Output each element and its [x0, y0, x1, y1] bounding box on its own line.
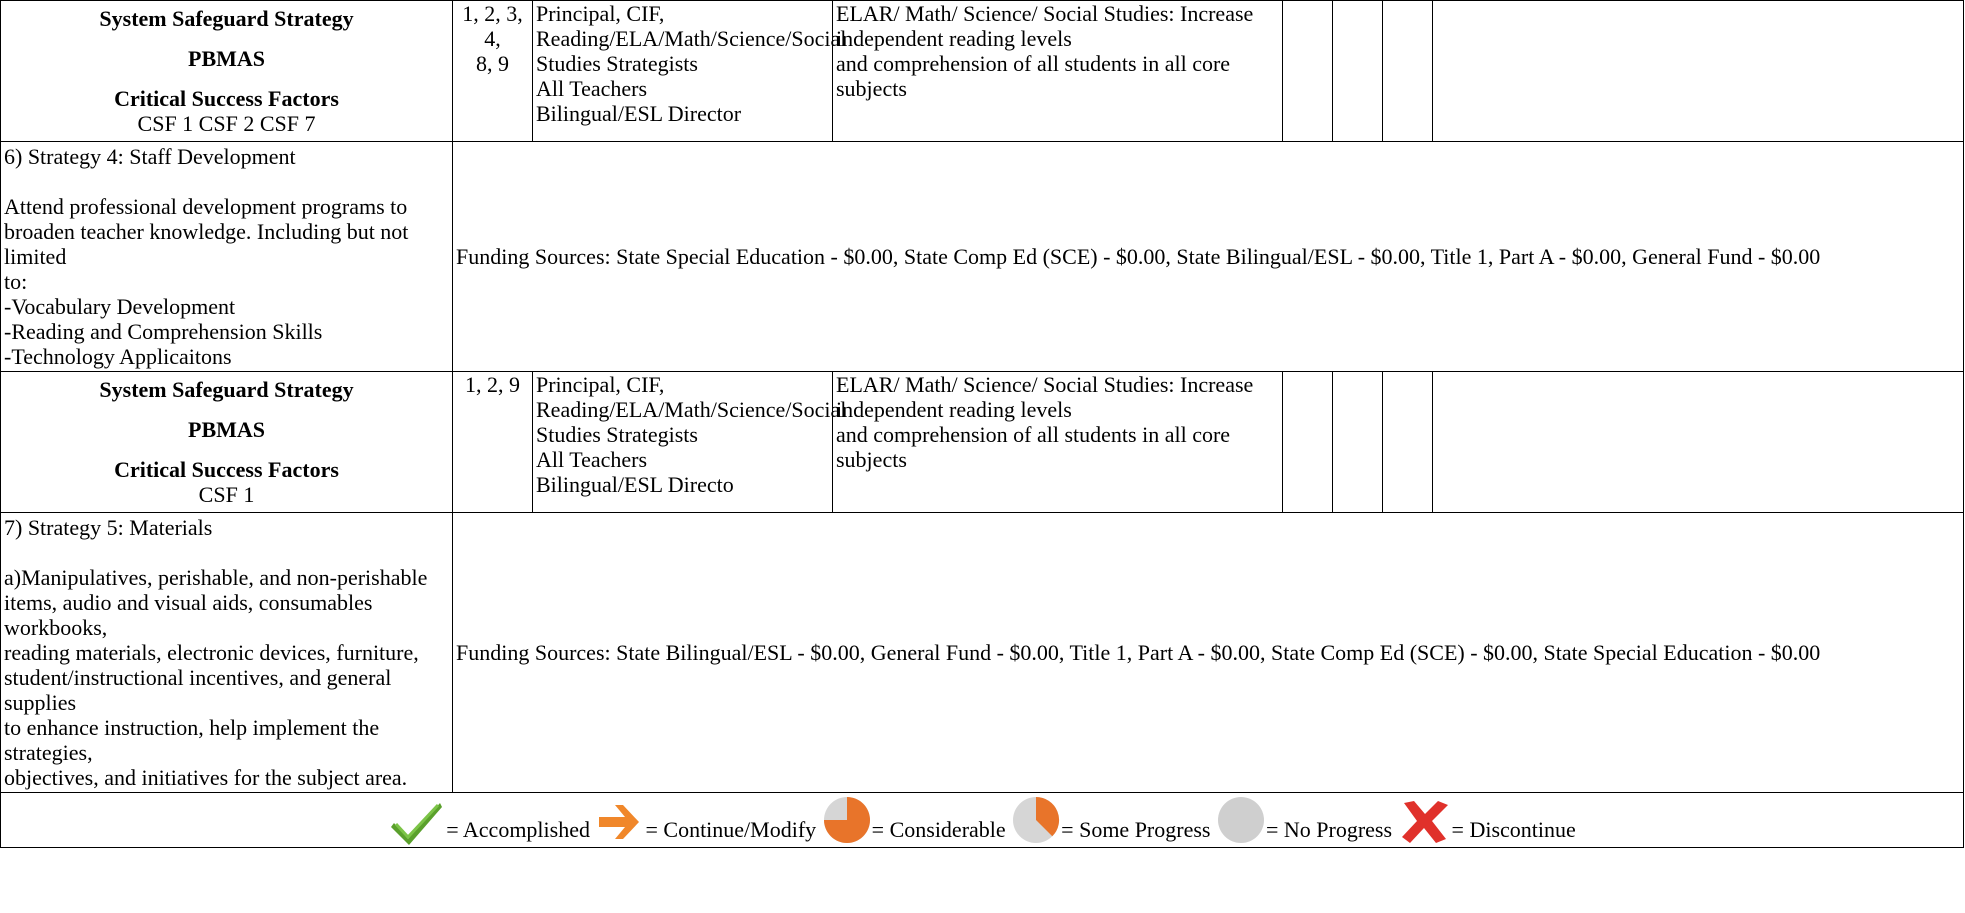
monitor-cell — [533, 372, 847, 513]
strategy-body-line: reading materials, electronic devices, furniture, — [4, 640, 419, 665]
header-csf-label: Critical Success Factors — [114, 457, 339, 482]
header-title: System Safeguard Strategy — [99, 6, 354, 31]
monitor-line: All Teachers — [536, 76, 648, 101]
monitor-line: Principal, CIF, — [536, 372, 665, 397]
strategy-detail-row — [1, 513, 1964, 793]
header-pbmas: PBMAS — [188, 417, 265, 442]
strategy-body-line: items, audio and visual aids, consumables workbooks, — [4, 590, 373, 640]
strategy-detail-cell — [1, 513, 453, 793]
review-cell-4 — [1433, 1, 1964, 142]
monitor-line: Studies Strategists — [536, 51, 698, 76]
funding-sources: Funding Sources: State Special Education - $0.00, State Comp Ed (SCE) - $0.00, State Bilingual/ESL - $0.00, Title 1, Part A - $0.00, General Fund - $0.00 — [456, 243, 1821, 269]
circle-no-progress-icon — [1216, 795, 1266, 845]
header-csf-values: CSF 1 CSF 2 CSF 7 — [137, 111, 316, 136]
legend-cell — [1, 793, 1964, 848]
header-csf-label: Critical Success Factors — [114, 86, 339, 111]
legend-no-progress: = No Progress — [1265, 817, 1393, 842]
monitor-line: Studies Strategists — [536, 422, 698, 447]
strategy-header-cell — [1, 1, 453, 142]
header-csf-values: CSF 1 — [198, 482, 255, 507]
strategy-body-line: a)Manipulatives, perishable, and non-perishable — [4, 565, 428, 590]
ti-components-cell — [453, 1, 533, 142]
review-cell-4 — [1433, 372, 1964, 513]
header-pbmas: PBMAS — [188, 46, 265, 71]
strategy-body-line: objectives, and initiatives for the subject area. — [4, 765, 408, 790]
impact-line: independent reading levels — [836, 397, 1072, 422]
monitor-cell — [533, 1, 847, 142]
ti-components-cell — [453, 372, 533, 513]
strategy-body-line: student/instructional incentives, and general supplies — [4, 665, 392, 715]
legend-accomplished: = Accomplished — [446, 817, 590, 842]
strategy-body-line: -Reading and Comprehension Skills — [4, 319, 323, 344]
impact-line: independent reading levels — [836, 26, 1072, 51]
review-cell-1 — [1283, 372, 1333, 513]
impact-cell — [833, 372, 1283, 513]
funding-sources-cell — [453, 513, 1964, 793]
pie-considerable-icon — [822, 795, 872, 845]
strategy-body-line: Attend professional development programs to — [4, 194, 408, 219]
legend-considerable: = Considerable — [871, 817, 1006, 842]
review-cell-1 — [1283, 1, 1333, 142]
impact-line: ELAR/ Math/ Science/ Social Studies: Increase — [836, 372, 1254, 397]
legend-continue: = Continue/Modify — [645, 817, 817, 842]
check-icon — [388, 799, 446, 845]
legend-row — [1, 793, 1964, 848]
strategy-title: 6) Strategy 4: Staff Development — [4, 144, 296, 169]
ti-components-cont: 8, 9 — [476, 51, 509, 76]
review-cell-3 — [1383, 1, 1433, 142]
monitor-line: Principal, CIF, — [536, 1, 665, 26]
strategy-body-line: to: — [4, 269, 28, 294]
strategy-row — [1, 1, 1964, 142]
impact-line: and comprehension of all students in all core subjects — [836, 422, 1231, 472]
ti-components: 1, 2, 3, 4, — [462, 1, 523, 51]
ti-components: 1, 2, 9 — [465, 372, 520, 397]
legend-discontinue: = Discontinue — [1451, 817, 1576, 842]
funding-sources-cell — [453, 142, 1964, 372]
arrow-right-icon — [595, 799, 645, 845]
strategy-body-line: to enhance instruction, help implement the strategies, — [4, 715, 380, 765]
review-cell-2 — [1333, 1, 1383, 142]
impact-cell — [833, 1, 1283, 142]
strategy-body-line: -Technology Applicaitons — [4, 344, 232, 369]
monitor-line: Reading/ELA/Math/Science/Social — [536, 397, 847, 422]
strategy-row — [1, 372, 1964, 513]
strategy-body-line: -Vocabulary Development — [4, 294, 236, 319]
x-icon — [1398, 799, 1452, 845]
strategy-title: 7) Strategy 5: Materials — [4, 515, 213, 540]
monitor-line: Reading/ELA/Math/Science/Social — [536, 26, 847, 51]
impact-line: and comprehension of all students in all core subjects — [836, 51, 1231, 101]
monitor-line: Bilingual/ESL Director — [536, 101, 742, 126]
strategy-detail-row — [1, 142, 1964, 372]
review-cell-3 — [1383, 372, 1433, 513]
strategy-header-cell — [1, 372, 453, 513]
monitor-line: All Teachers — [536, 447, 648, 472]
pie-some-progress-icon — [1011, 795, 1061, 845]
monitor-line: Bilingual/ESL Directo — [536, 472, 734, 497]
strategy-detail-cell — [1, 142, 453, 372]
strategy-body-line: broaden teacher knowledge. Including but not limited — [4, 219, 409, 269]
header-title: System Safeguard Strategy — [99, 377, 354, 402]
impact-line: ELAR/ Math/ Science/ Social Studies: Increase — [836, 1, 1254, 26]
legend-some-progress: = Some Progress — [1061, 817, 1211, 842]
funding-sources: Funding Sources: State Bilingual/ESL - $0.00, General Fund - $0.00, Title 1, Part A - $0.00, State Comp Ed (SCE) - $0.00, State Special Education - $0.00 — [456, 639, 1821, 665]
review-cell-2 — [1333, 372, 1383, 513]
